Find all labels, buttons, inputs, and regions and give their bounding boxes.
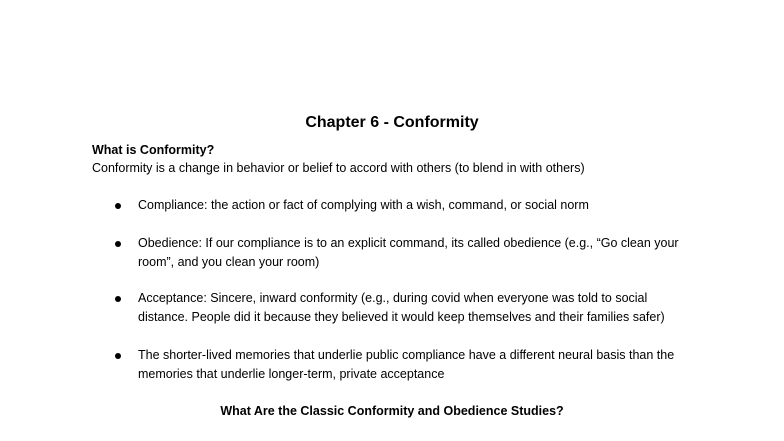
- bullet-text: Acceptance: Sincere, inward conformity (e.g., during covid when everyone was told to social distance. People did it because they believed it would keep themselves and their families safer): [138, 291, 665, 324]
- bullet-text: Obedience: If our compliance is to an explicit command, its called obedience (e.g., “Go clean your room”, and you clean your room): [138, 236, 679, 269]
- bullet-text: The shorter-lived memories that underlie public compliance have a different neural basis than the memories that underlie longer-term, private acceptance: [138, 348, 675, 381]
- bullet-dot-icon: [115, 353, 121, 359]
- section-heading: What is Conformity?: [92, 143, 215, 157]
- definition-text: Conformity is a change in behavior or belief to accord with others (to blend in with others): [92, 161, 585, 175]
- bullet-text: Compliance: the action or fact of complying with a wish, command, or social norm: [138, 198, 589, 212]
- bullet-dot-icon: [115, 241, 121, 247]
- bullet-dot-icon: [115, 203, 121, 209]
- bullet-dot-icon: [115, 296, 121, 302]
- page-title: Chapter 6 - Conformity: [305, 114, 479, 131]
- next-section-heading: What Are the Classic Conformity and Obedience Studies?: [220, 404, 564, 418]
